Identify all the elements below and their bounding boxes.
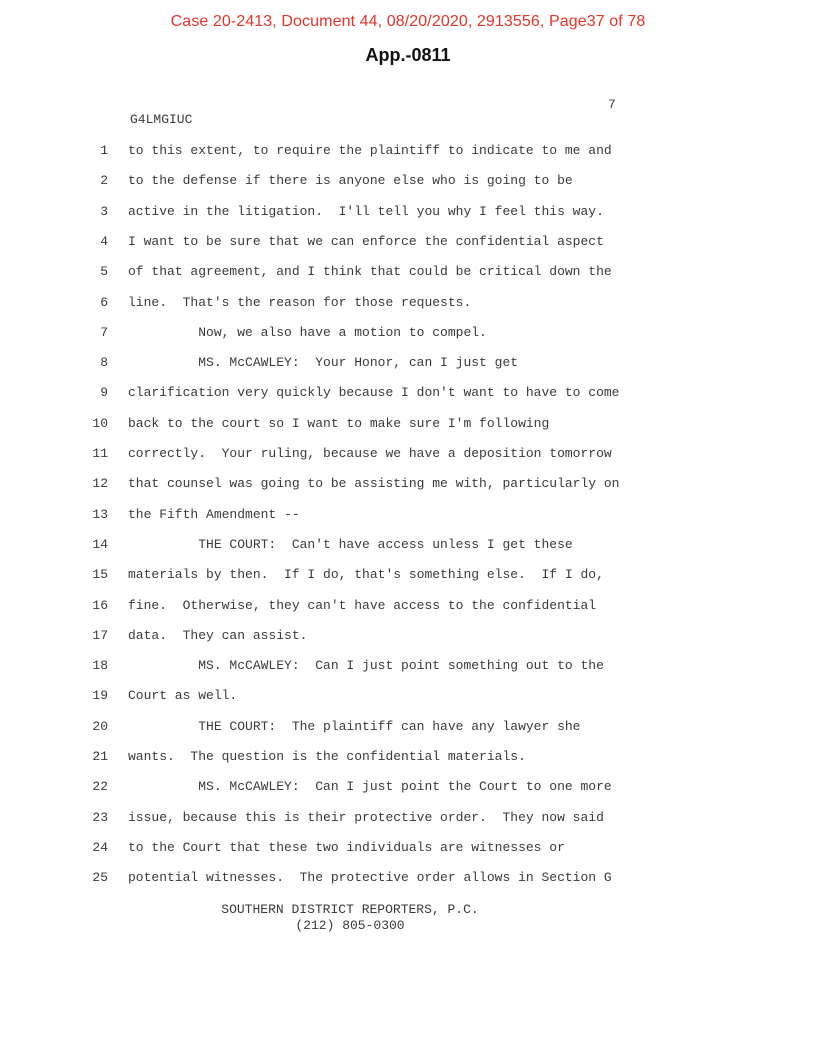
line-text: MS. McCAWLEY: Can I just point the Court to one more xyxy=(128,779,612,795)
line-text: of that agreement, and I think that could be critical down the xyxy=(128,264,612,280)
line-number: 25 xyxy=(92,870,108,886)
line-number: 12 xyxy=(92,476,108,492)
doc-code: G4LMGIUC xyxy=(130,112,193,127)
line-number: 23 xyxy=(92,809,108,825)
line-text: THE COURT: The plaintiff can have any lawyer she xyxy=(128,718,581,734)
line-number: 5 xyxy=(100,264,108,280)
line-number: 7 xyxy=(100,324,108,340)
line-text: line. That's the reason for those requests. xyxy=(128,294,472,310)
line-text: active in the litigation. I'll tell you why I feel this way. xyxy=(128,203,604,219)
line-number: 14 xyxy=(92,536,108,552)
line-text: MS. McCAWLEY: Can I just point something out to the xyxy=(128,658,604,674)
line-text: to the defense if there is anyone else who is going to be xyxy=(128,173,573,189)
line-text: clarification very quickly because I don't want to have to come xyxy=(128,385,620,401)
line-number: 3 xyxy=(100,203,108,219)
line-number: 10 xyxy=(92,415,108,431)
line-number: 15 xyxy=(92,567,108,583)
footer-phone: (212) 805-0300 xyxy=(295,918,405,933)
line-text: potential witnesses. The protective order allows in Section G xyxy=(128,870,612,886)
line-number: 21 xyxy=(92,749,108,764)
app-number: App.-0811 xyxy=(365,45,451,65)
line-text: I want to be sure that we can enforce the confidential aspect xyxy=(128,233,604,249)
line-text: THE COURT: Can't have access unless I get these xyxy=(128,536,573,552)
line-number: 17 xyxy=(92,627,108,643)
line-number: 2 xyxy=(100,173,108,189)
line-number: 4 xyxy=(100,233,108,249)
line-text: correctly. Your ruling, because we have a deposition tomorrow xyxy=(128,446,612,461)
line-number: 19 xyxy=(92,688,108,704)
line-number: 9 xyxy=(100,385,108,401)
line-text: to the Court that these two individuals are witnesses or xyxy=(128,839,565,855)
line-number: 16 xyxy=(92,597,108,613)
line-text: materials by then. If I do, that's something else. If I do, xyxy=(128,567,604,583)
line-number: 13 xyxy=(92,506,108,522)
line-number: 22 xyxy=(92,779,108,795)
line-text: that counsel was going to be assisting me with, particularly on xyxy=(128,476,620,492)
line-text: wants. The question is the confidential materials. xyxy=(128,749,526,764)
footer-reporter: SOUTHERN DISTRICT REPORTERS, P.C. xyxy=(221,902,479,917)
case-header: Case 20-2413, Document 44, 08/20/2020, 2913556, Page37 of 78 xyxy=(170,13,646,30)
line-number: 11 xyxy=(92,446,108,461)
line-number: 18 xyxy=(92,658,108,674)
line-number: 20 xyxy=(92,718,108,734)
footer xyxy=(0,902,700,934)
line-text: Now, we also have a motion to compel. xyxy=(128,324,487,340)
line-number: 1 xyxy=(100,143,108,158)
line-text: issue, because this is their protective order. They now said xyxy=(128,809,604,825)
line-number: 24 xyxy=(92,839,108,855)
line-text: fine. Otherwise, they can't have access to the confidential xyxy=(128,597,597,613)
line-text: to this extent, to require the plaintiff to indicate to me and xyxy=(128,143,612,158)
line-number: 6 xyxy=(100,294,108,310)
page-number: 7 xyxy=(608,97,616,112)
line-text: back to the court so I want to make sure I'm following xyxy=(128,415,550,431)
line-number: 8 xyxy=(100,355,108,371)
line-text: MS. McCAWLEY: Your Honor, can I just get xyxy=(128,355,519,371)
line-text: data. They can assist. xyxy=(128,627,308,643)
line-text: the Fifth Amendment -- xyxy=(128,506,300,522)
line-text: Court as well. xyxy=(128,688,238,704)
